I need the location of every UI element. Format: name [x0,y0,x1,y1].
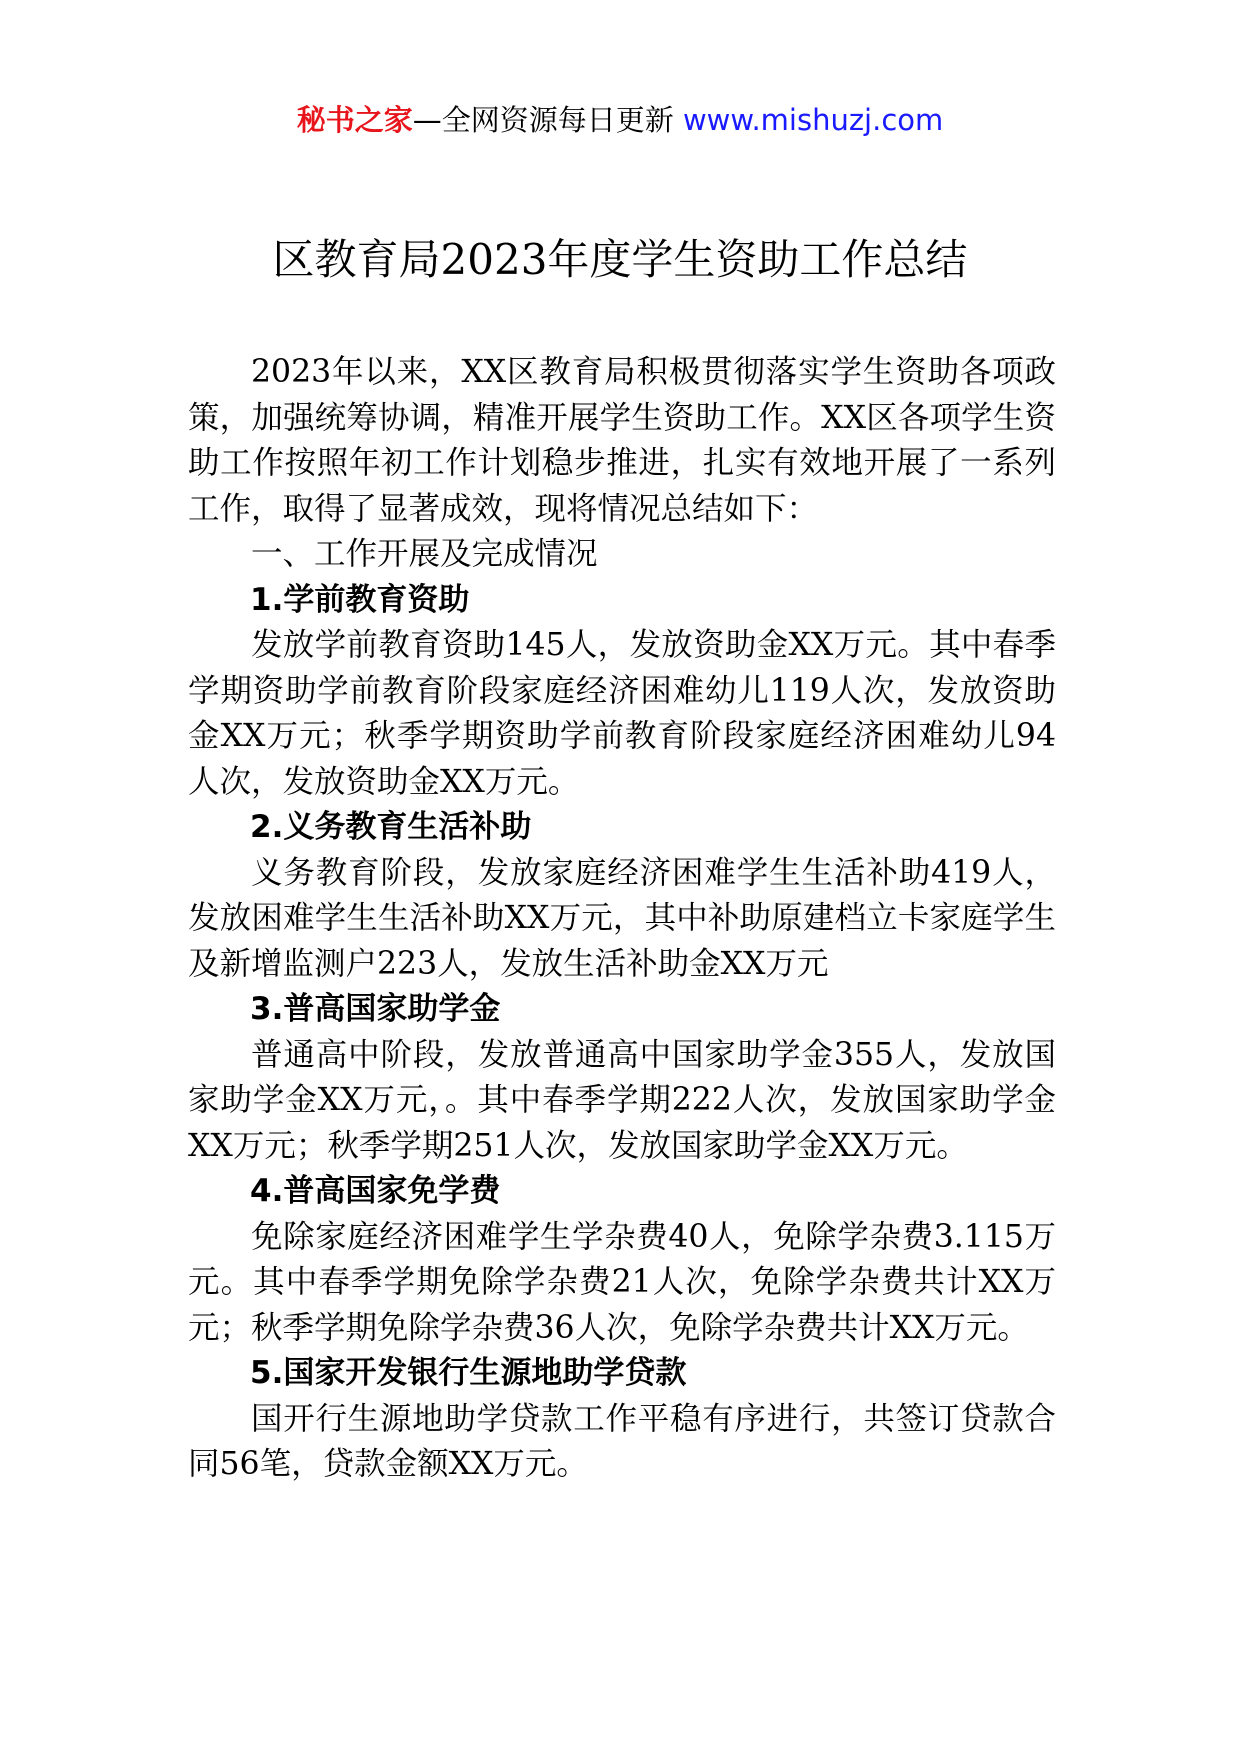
header-tagline: —全网资源每日更新 [412,103,674,137]
site-header-banner [0,100,1240,140]
item-paragraph: 发放学前教育资助145人，发放资助金XX万元。其中春季学期资助学前教育阶段家庭经济困难幼儿119人次，发放资助金XX万元；秋季学期资助学前教育阶段家庭经济困难幼儿94人次，发放资助金XX万元。 [188,627,1056,800]
document-title: 区教育局2023年度学生资助工作总结 [272,235,968,284]
item-paragraph: 义务教育阶段，发放家庭经济困难学生生活补助419人，发放困难学生生活补助XX万元，其中补助原建档立卡家庭学生及新增监测户223人，发放生活补助金XX万元 [188,854,1056,982]
item-paragraph: 普通高中阶段，发放普通高中国家助学金355人，发放国家助学金XX万元，。其中春季学期222人次，发放国家助学金XX万元；秋季学期251人次，发放国家助学金XX万元。 [188,1036,1056,1164]
item-heading: 3.普高国家助学金 [250,991,501,1027]
section-heading: 一、工作开展及完成情况 [251,536,598,572]
site-url-link[interactable]: www.mishuzj.com [682,103,944,137]
item-heading: 2.义务教育生活补助 [250,809,532,845]
item-heading: 5.国家开发银行生源地助学贷款 [250,1355,687,1391]
intro-paragraph: 2023年以来，XX区教育局积极贯彻落实学生资助各项政策，加强统筹协调，精准开展学生资助工作。XX区各项学生资助工作按照年初工作计划稳步推进，扎实有效地开展了一系列工作，取得了显著成效，现将情况总结如下： [188,354,1056,527]
item-paragraph: 国开行生源地助学贷款工作平稳有序进行，共签订贷款合同56笔，贷款金额XX万元。 [188,1400,1056,1482]
brand-name: 秘书之家 [296,103,413,137]
item-heading: 1.学前教育资助 [250,581,470,618]
document-body [188,350,1056,1488]
item-paragraph: 免除家庭经济困难学生学杂费40人，免除学杂费3.115万元。其中春季学期免除学杂费21人次，免除学杂费共计XX万元；秋季学期免除学杂费36人次，免除学杂费共计XX万元。 [188,1218,1056,1346]
item-heading: 4.普高国家免学费 [250,1173,501,1209]
